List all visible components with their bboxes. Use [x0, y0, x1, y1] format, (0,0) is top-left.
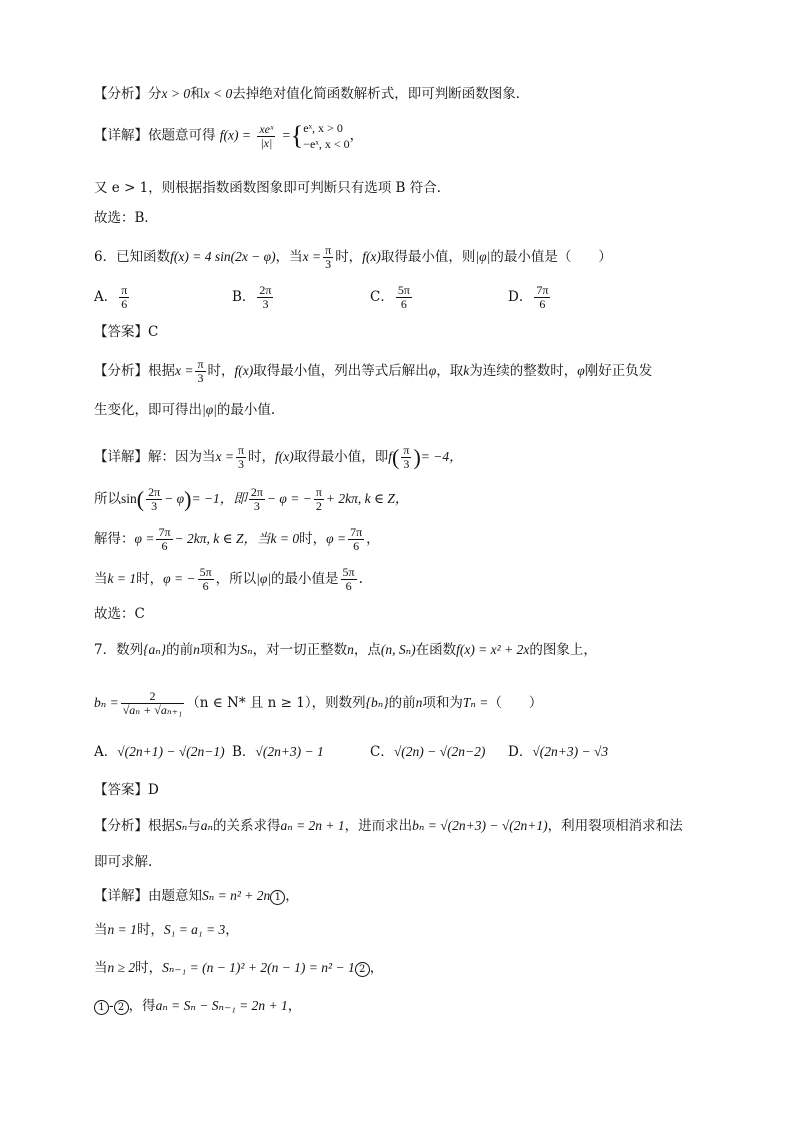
q6-solve-line: 解得：φ = $\frac{7\pi}{6}$ − 2kπ, k ∈ Z，当k = 0时，φ = $\frac{7\pi}{6}$ ，: [94, 525, 380, 553]
prev-line3: 又 e > 1，则根据指数函数图象即可判断只有选项 B 符合．: [94, 180, 451, 196]
q7-option-c: C．√(2n) − √(2n−2): [370, 744, 486, 760]
q7-option-a: A．√(2n+1) − √(2n−1): [94, 744, 225, 760]
piecewise: eˣ, x > 0 −eˣ, x < 0: [303, 121, 350, 151]
q6-option-c: C． $\frac{5\pi}{6}$: [370, 283, 410, 311]
q7-analysis-line1: 【分析】根据Sₙ与aₙ的关系求得aₙ = 2n + 1，进而求出bₙ = √(2n+3) − √(2n+1)，利用裂项相消求和法: [94, 818, 683, 834]
circled-number: 2: [114, 1000, 129, 1015]
q7-option-b: B．√(2n+3) − 1: [232, 744, 324, 760]
q7-analysis-line2: 即可求解.: [94, 854, 153, 870]
q7-bn-line: bₙ = $\frac{2}{\text{√aₙ + √aₙ₊₁}}$ （n ∈ N* 且 n ≥ 1），则数列{bₙ}的前n项和为Tₙ =（ ）: [94, 689, 543, 717]
q6-k1-line: 当k = 1时，φ = − $\frac{5\pi}{6}$ ，所以|φ|的最小值是 $\frac{5\pi}{6}$ .: [94, 565, 363, 593]
q6-option-b: B． $\frac{2\pi}{3}$: [232, 283, 272, 311]
circled-number: 1: [270, 890, 285, 905]
q6-answer: 【答案】C: [94, 324, 159, 340]
analysis-tag: 【分析】: [94, 86, 148, 102]
q7-n1-line: 当n = 1时，S₁ = a₁ = 3，: [94, 922, 239, 938]
circled-number: 1: [94, 1000, 109, 1015]
fraction: $\frac{\text{xeˣ}}{|x|}$: [259, 121, 274, 150]
q6-detail-line1: 【详解】解：因为当x = $\frac{\pi}{3}$ 时，f(x)取得最小值，即f( $\frac{\pi}{3}$ )= −4，: [94, 443, 463, 471]
q7-n2-line: 当n ≥ 2时，Sₙ₋₁ = (n − 1)² + 2(n − 1) = n² − 1 2 ，: [94, 960, 384, 976]
circled-number: 2: [355, 962, 370, 977]
prev-analysis-line: 【分析】分x > 0和x < 0去掉绝对值化简函数解析式，即可判断函数图象．: [94, 86, 530, 102]
q6-analysis-line1: 【分析】根据x = $\frac{\pi}{3}$ 时，f(x)取得最小值，列出等式后解出φ，取k为连续的整数时，φ刚好正负发: [94, 357, 653, 385]
q7-stem: 7．数列{aₙ}的前n项和为Sₙ，对一切正整数n，点(n, Sₙ)在函数f(x) = x² + 2x的图象上，: [94, 642, 597, 658]
q7-answer: 【答案】D: [94, 782, 159, 798]
q6-choose: 故选：C: [94, 606, 145, 622]
q7-option-d: D．√(2n+3) − √3: [508, 744, 609, 760]
prev-detail-line: 【详解】依题意可得 f(x) = $\frac{\text{xeˣ}}{|x|}$ ={ eˣ, x > 0 −eˣ, x < 0 ，: [94, 121, 364, 151]
q7-detail-line1: 【详解】由题意知Sₙ = n² + 2n 1 ，: [94, 888, 299, 904]
detail-tag: 【详解】: [94, 127, 148, 144]
q6-option-d: D． $\frac{7\pi}{6}$: [508, 283, 549, 311]
q6-option-a: A． $\frac{\pi}{6}$: [94, 283, 128, 311]
q6-stem: 6．已知函数f(x) = 4 sin(2x − φ)，当x = $\frac{\pi}{3}$ 时，f(x)取得最小值，则|φ|的最小值是（ ）: [94, 243, 612, 271]
brace: {: [290, 121, 304, 150]
q6-analysis-line2: 生变化，即可得出|φ|的最小值.: [94, 402, 276, 418]
prev-choose: 故选：B．: [94, 210, 158, 226]
q6-so-line: 所以sin( $\frac{2\pi}{3}$ − φ)= −1，即 $\frac{2\pi}{3}$ − φ = − $\frac{\pi}{2}$ + 2kπ, k ∈ Z，: [94, 485, 409, 513]
q7-diff-line: 1 - 2 ，得aₙ = Sₙ − Sₙ₋₁ = 2n + 1，: [94, 996, 301, 1016]
